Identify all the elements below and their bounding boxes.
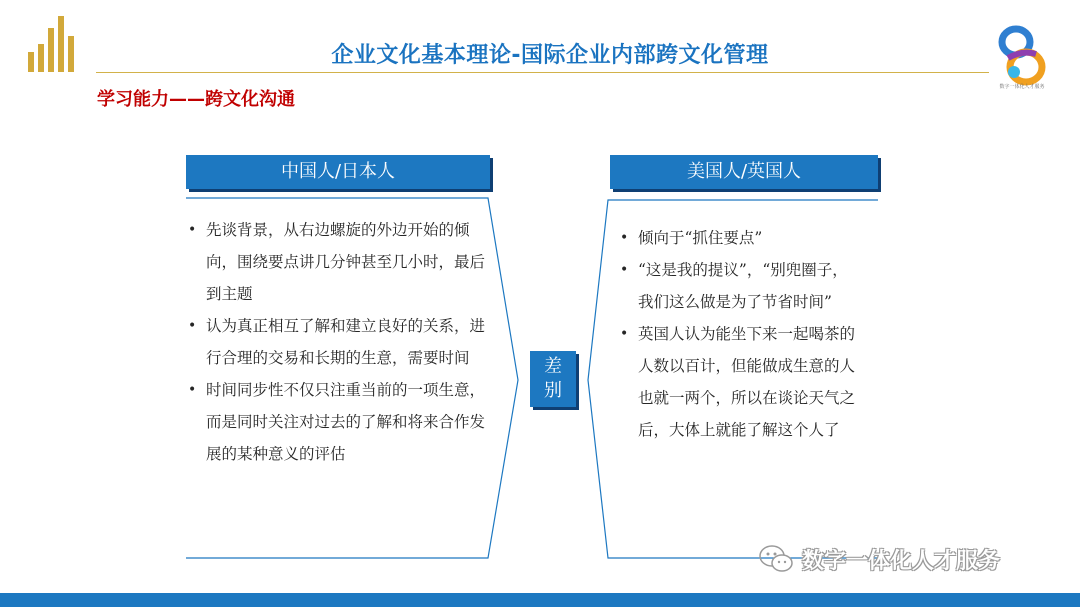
bullet-icon: •: [620, 262, 629, 278]
bullet-icon: •: [188, 222, 197, 238]
list-item: • 认为真正相互了解和建立良好的关系，进行合理的交易和长期的生意，需要时间: [186, 310, 496, 374]
bullet-icon: •: [188, 382, 197, 398]
left-bullet-list: [186, 214, 496, 470]
wechat-icon: [758, 544, 794, 574]
list-item: • 时间同步性不仅只注重当前的一项生意，而是同时关注对过去的了解和将来合作发展的某种意义的评估: [186, 374, 496, 470]
bullet-icon: •: [188, 318, 197, 334]
list-item: • “这是我的提议”，“别兜圈子，我们这么做是为了节省时间”: [618, 254, 862, 318]
right-bullet-list: [618, 222, 862, 446]
bullet-icon: •: [620, 326, 629, 342]
list-item: • 先谈背景，从右边螺旋的外边开始的倾向，围绕要点讲几分钟甚至几小时，最后到主题: [186, 214, 496, 310]
bullet-icon: •: [620, 230, 629, 246]
left-column-header: 中国人/日本人: [186, 155, 490, 189]
right-column-header: 美国人/英国人: [610, 155, 878, 189]
list-item: • 英国人认为能坐下来一起喝茶的人数以百计，但能做成生意的人也就一两个，所以在谈论天气之后，大体上就能了解这个人了: [618, 318, 862, 446]
difference-label: 差 别: [530, 351, 576, 407]
watermark: [758, 541, 1000, 577]
footer-bar: [0, 593, 1080, 607]
section-subtitle: 学习能力——跨文化沟通: [97, 89, 295, 110]
list-item: • 倾向于“抓住要点”: [618, 222, 862, 254]
watermark-text: 数字一体化人才服务: [802, 548, 1001, 574]
brand-tagline: 数字一体化人才服务: [999, 84, 1045, 90]
page-title: 企业文化基本理论-国际企业内部跨文化管理: [331, 43, 769, 68]
